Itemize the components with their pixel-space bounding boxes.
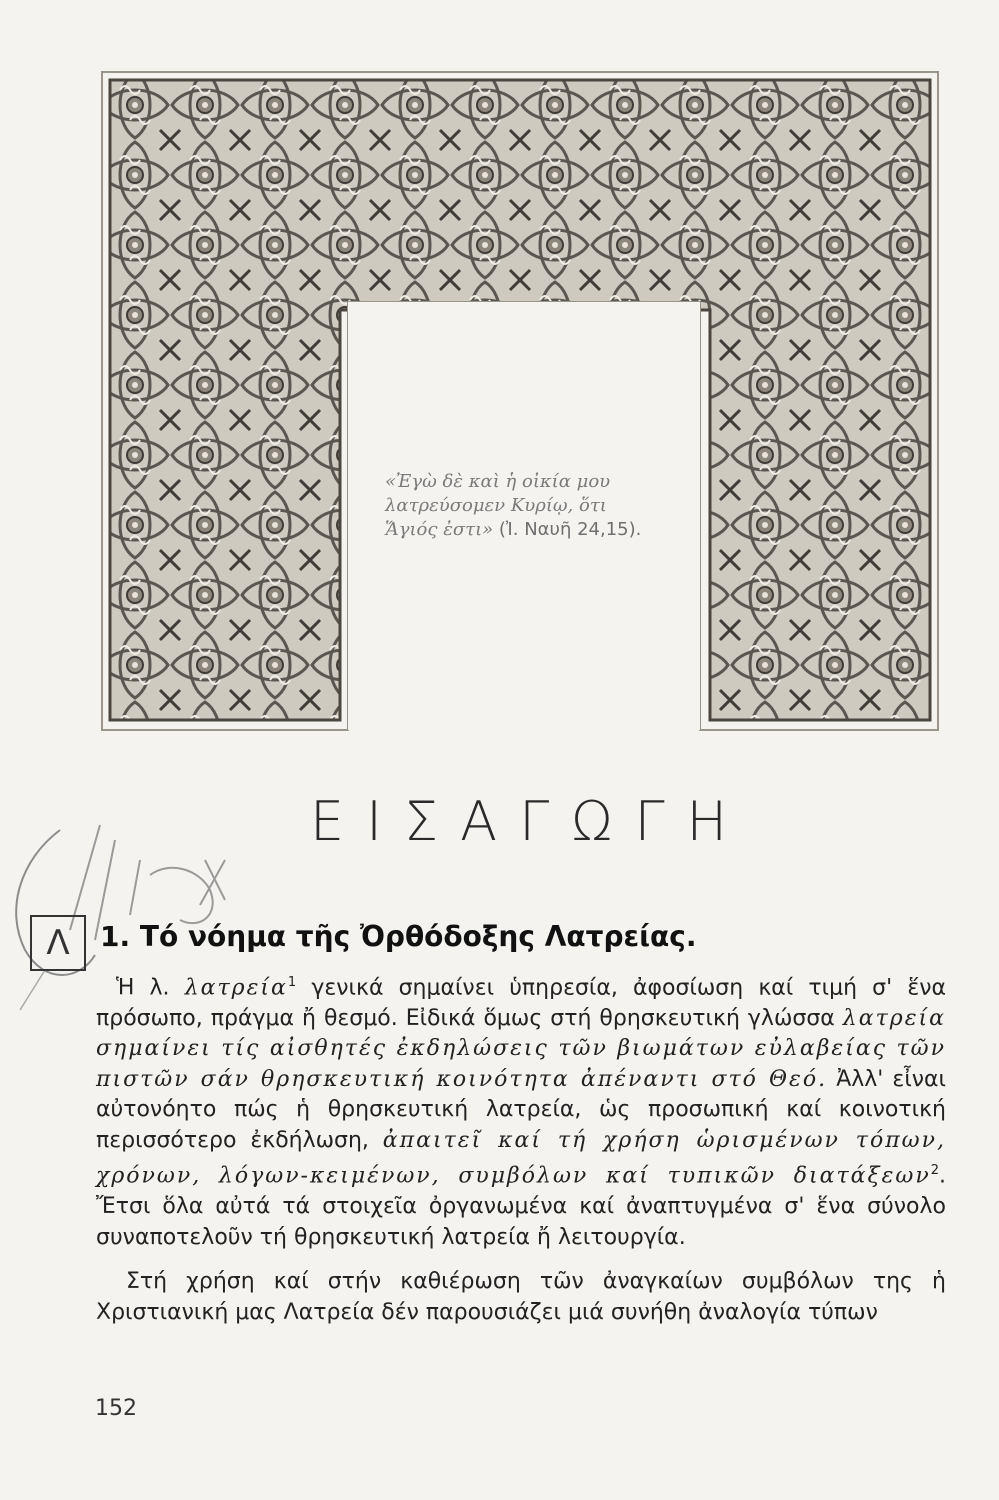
ornamental-frame (100, 70, 940, 740)
text-run: . Ἔτσι ὅλα αὐτά τά στοιχεῖα ὀργανωμένα καί ἀναπτυγμένα σ' ἕνα σύνολο συναποτελοῦν τή θρησκευτική λατρεία ἤ λειτουργία. (96, 1163, 946, 1250)
epigraph-line: λατρεύσομεν Κυρίῳ, ὅτι (385, 495, 607, 516)
body-text (96, 968, 946, 1328)
footnote-ref: 2 (930, 1163, 939, 1179)
text-run: γενικά σημαίνει ὑπηρεσία, ἀφοσίωση καί τιμή σ' ἕνα πρόσωπο, πράγμα ἤ θεσμό. Εἰδικά ὅμως στή θρησκευτική γλώσσα (96, 975, 946, 1031)
page-number: 152 (95, 1396, 137, 1421)
section-title: Τό νόημα τῆς Ὀρθόδοξης Λατρείας. (139, 920, 697, 953)
paragraph (96, 968, 946, 1253)
emphasis-run: λατρεία σημαίνει τίς αἰσθητές ἐκδηλώσεις τῶν βιωμάτων εὐλαβείας τῶν πιστῶν σάν θρησκευτική κοινότητα ἀπέναντι στό Θεό. (96, 1005, 946, 1092)
footnote-ref: 1 (287, 975, 297, 990)
epigraph-line: Ἅγιός ἐστι» (385, 519, 494, 540)
chapter-title: ΕΙΣΑΓΩΓΗ (310, 790, 750, 853)
epigraph-reference: (Ἰ. Ναυῆ 24,15). (493, 519, 642, 540)
section-heading (100, 920, 697, 953)
epigraph (385, 470, 715, 542)
section-number: 1. (100, 920, 131, 953)
margin-mark: Λ (46, 923, 70, 963)
text-run: Ἡ λ. (116, 975, 185, 1001)
paragraph: Στή χρήση καί στήν καθιέρωση τῶν ἀναγκαίων συμβόλων της ἡ Χριστιανική μας Λατρεία δέν παρουσιάζει μιά συνήθη ἀναλογία τύπων (96, 1269, 946, 1325)
epigraph-line: «Ἐγὼ δὲ καὶ ἡ οἰκία μου (385, 471, 611, 492)
emphasis-run: λατρεία (184, 975, 288, 1001)
margin-mark-box (30, 915, 86, 971)
emphasis-run: ἀπαιτεῖ καί τή χρήση ὡρισμένων τόπων, χρόνων, λόγων-κειμένων, συμβόλων καί τυπικῶν διατάξεων (96, 1127, 946, 1189)
text-run: Ἀλλ' εἶναι αὐτονόητο πώς ἡ θρησκευτική λατρεία, ὡς προσωπική καί κοινοτική περισσότερο ἐκδήλωση, (96, 1066, 946, 1153)
